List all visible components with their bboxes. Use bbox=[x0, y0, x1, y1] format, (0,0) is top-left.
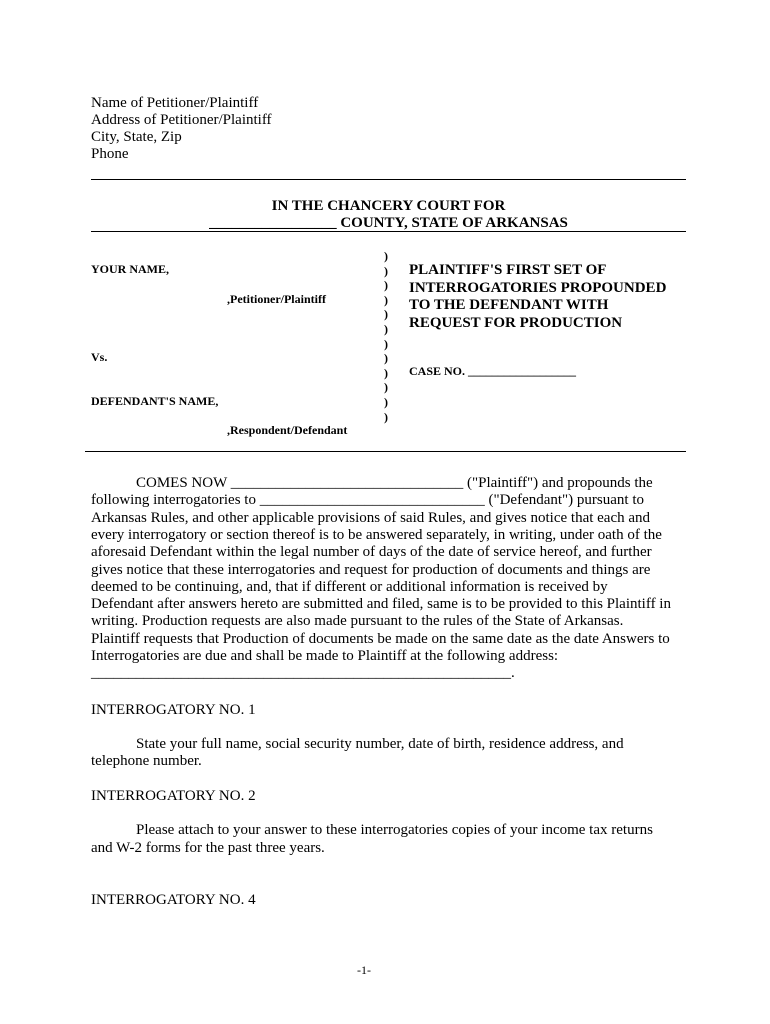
versus-label: Vs. bbox=[91, 350, 108, 364]
body-line: deemed to be continuing, and, that if different or additional information is received by bbox=[91, 578, 608, 595]
page-number: -1- bbox=[357, 963, 371, 977]
petitioner-name-line: Name of Petitioner/Plaintiff bbox=[91, 95, 259, 111]
defendant-name-label: DEFENDANT'S NAME, bbox=[91, 394, 219, 408]
respondent-defendant-label: ,Respondent/Defendant bbox=[227, 423, 348, 437]
body-line: Defendant after answers hereto are submitted and filed, same is to be provided to this Plaintiff in bbox=[91, 596, 671, 613]
paren: ) bbox=[384, 351, 388, 366]
paren: ) bbox=[384, 292, 388, 307]
court-divider bbox=[91, 231, 686, 232]
paren: ) bbox=[384, 278, 388, 293]
county-state-line: _________________ COUNTY, STATE OF ARKANSAS bbox=[209, 215, 568, 231]
city-state-zip-line: City, State, Zip bbox=[91, 129, 182, 145]
paren: ) bbox=[384, 307, 388, 322]
body-line: Interrogatories are due and shall be made to Plaintiff at the following address: bbox=[91, 648, 559, 664]
your-name-label: YOUR NAME, bbox=[91, 262, 169, 276]
body-line: every interrogatory or section thereof is to be answered separately, in writing, under oath of the bbox=[91, 526, 662, 543]
court-title: IN THE CHANCERY COURT FOR bbox=[271, 198, 506, 214]
address-blank-line: ________________________________________________________. bbox=[91, 665, 515, 682]
paren: ) bbox=[384, 263, 388, 278]
interrogatory-2-heading: INTERROGATORY NO. 2 bbox=[91, 788, 256, 804]
interrogatory-1-text-line-2: telephone number. bbox=[91, 753, 202, 769]
document-title-line-3: TO THE DEFENDANT WITH bbox=[409, 297, 609, 313]
body-line: COMES NOW _______________________________ ("Plaintiff") and propounds the bbox=[136, 475, 653, 491]
paren: ) bbox=[384, 365, 388, 380]
interrogatory-1-heading: INTERROGATORY NO. 1 bbox=[91, 702, 256, 718]
interrogatory-1-text-line-1: State your full name, social security number, date of birth, residence address, and bbox=[136, 736, 624, 752]
interrogatory-4-heading: INTERROGATORY NO. 4 bbox=[91, 892, 256, 908]
document-title-line-2: INTERROGATORIES PROPOUNDED bbox=[409, 279, 667, 296]
body-line: Plaintiff requests that Production of documents be made on the same date as the date Answers to bbox=[91, 630, 670, 647]
header-divider bbox=[91, 179, 686, 180]
body-line: Arkansas Rules, and other applicable provisions of said Rules, and gives notice that each and bbox=[91, 509, 651, 526]
paren: ) bbox=[384, 336, 388, 351]
body-line: following interrogatories to ______________________________ ("Defendant") pursuant to bbox=[91, 492, 644, 509]
interrogatory-2-text-line-2: and W-2 forms for the past three years. bbox=[91, 840, 325, 856]
phone-line: Phone bbox=[91, 146, 129, 162]
caption-divider bbox=[85, 451, 686, 452]
paren: ) bbox=[384, 380, 388, 395]
case-number-field: CASE NO. __________________ bbox=[409, 364, 577, 378]
interrogatory-2-text-line-1: Please attach to your answer to these interrogatories copies of your income tax returns bbox=[136, 822, 653, 838]
paren: ) bbox=[384, 394, 388, 409]
body-line: writing. Production requests are also made pursuant to the rules of the State of Arkansas. bbox=[91, 613, 624, 630]
petitioner-address-line: Address of Petitioner/Plaintiff bbox=[91, 112, 272, 128]
caption-paren-column bbox=[384, 249, 394, 424]
document-title-line-1: PLAINTIFF'S FIRST SET OF bbox=[409, 262, 607, 278]
body-line: gives notice that these interrogatories and request for production of documents and things are bbox=[91, 561, 651, 578]
paren: ) bbox=[384, 409, 388, 424]
paren: ) bbox=[384, 249, 388, 263]
body-line: aforesaid Defendant within the legal number of days of the date of service hereof, and further bbox=[91, 544, 652, 561]
paren: ) bbox=[384, 321, 388, 336]
document-title-line-4: REQUEST FOR PRODUCTION bbox=[409, 314, 623, 331]
petitioner-plaintiff-label: ,Petitioner/Plaintiff bbox=[227, 292, 326, 306]
